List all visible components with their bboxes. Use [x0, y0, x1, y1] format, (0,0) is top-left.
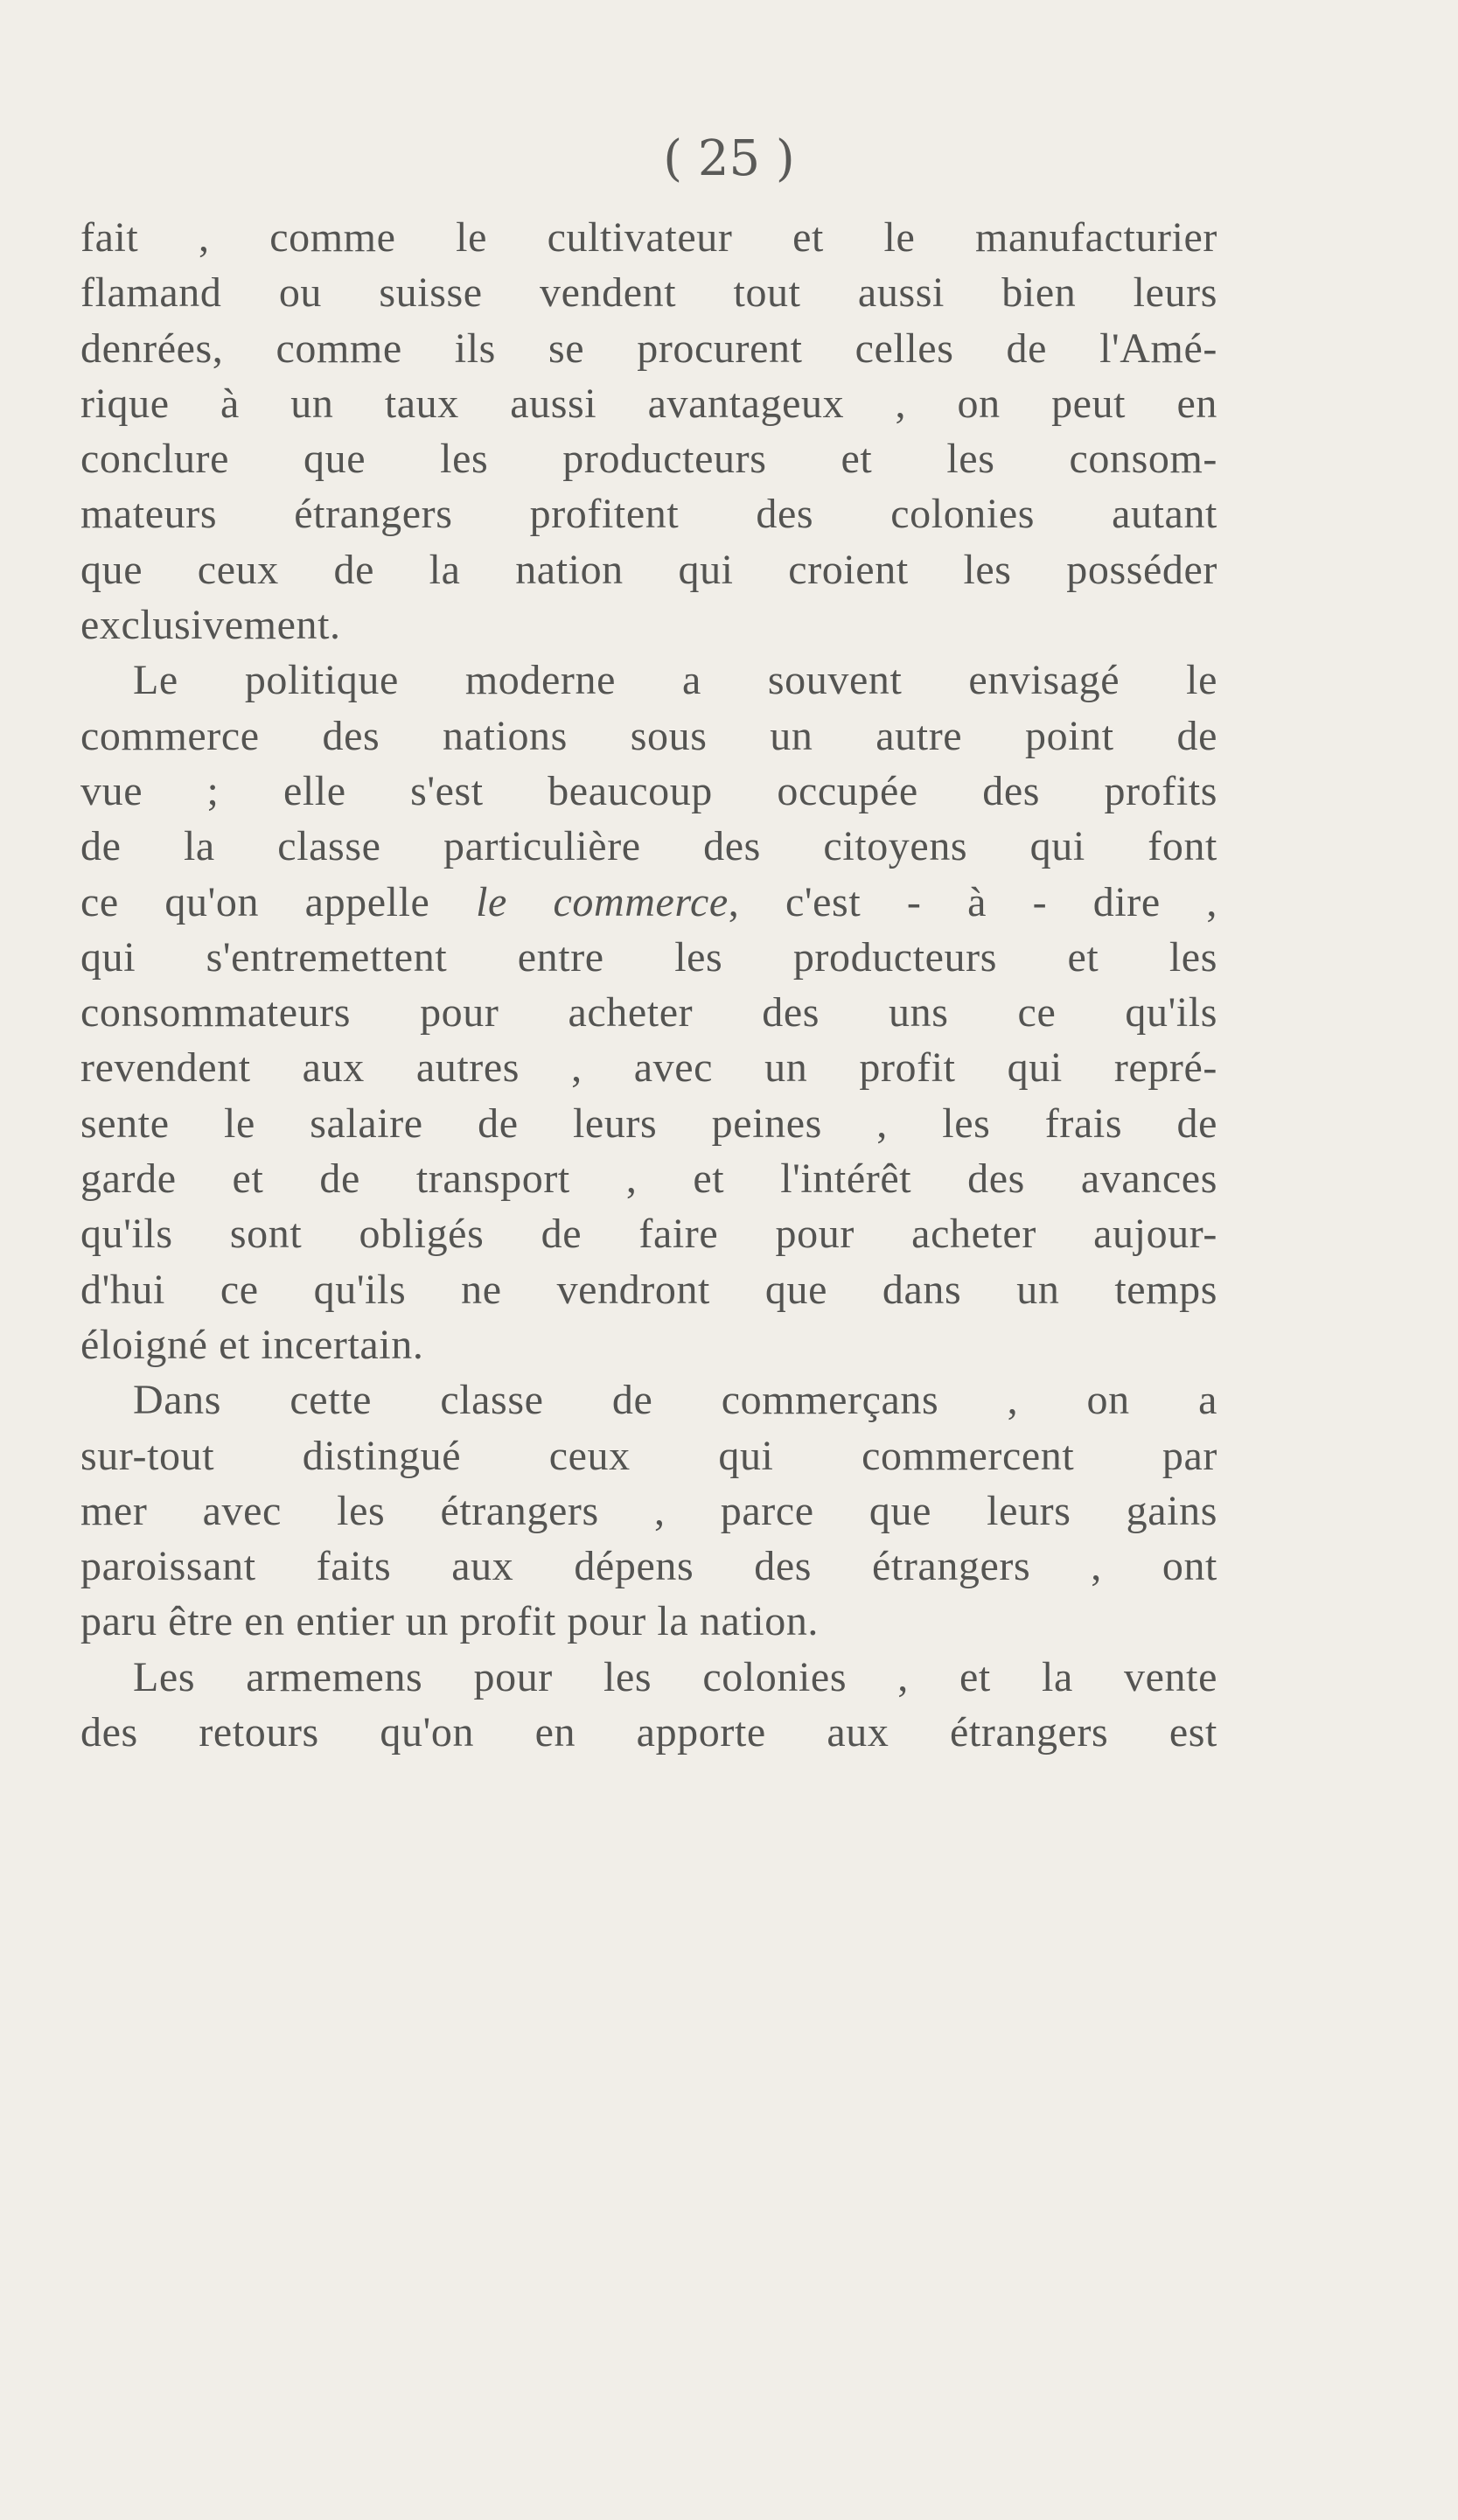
text-line: que ceux de la nation qui croient les posséder — [80, 546, 1217, 593]
paragraph-2 — [80, 653, 1217, 1372]
text-line: paru être en entier un profit pour la nation. — [80, 1598, 820, 1645]
text-line: de la classe particulière des citoyens qui font — [80, 823, 1217, 870]
page-number: ( 25 ) — [663, 130, 795, 187]
text-line: denrées, comme ils se procurent celles de l'Amé- — [80, 325, 1217, 372]
text-line: commerce des nations sous un autre point de — [80, 712, 1217, 759]
text-line: d'hui ce qu'ils ne vendront que dans un temps — [80, 1266, 1217, 1313]
text-line: mer avec les étrangers , parce que leurs gains — [80, 1487, 1217, 1534]
body-text — [80, 210, 1217, 1760]
text-run: , c'est - à - dire , — [728, 878, 1218, 925]
text-line: Le politique moderne a souvent envisagé le — [133, 657, 1217, 704]
text-line: des retours qu'on en apporte aux étrangers est — [80, 1709, 1217, 1756]
text-line: flamand ou suisse vendent tout aussi bien leurs — [80, 269, 1217, 317]
text-line: conclure que les producteurs et les consom- — [80, 436, 1217, 483]
text-line: revendent aux autres , avec un profit qui repré- — [80, 1044, 1217, 1092]
text-line: exclusivement. — [80, 602, 341, 649]
text-line-with-italic — [80, 875, 1217, 930]
text-line: paroissant faits aux dépens des étrangers , ont — [80, 1543, 1217, 1590]
text-line: rique à un taux aussi avantageux , on peut en — [80, 380, 1217, 427]
text-line: sente le salaire de leurs peines , les frais de — [80, 1099, 1217, 1147]
text-line: garde et de transport , et l'intérêt des avances — [80, 1155, 1217, 1203]
text-line: qui s'entremettent entre les producteurs et les — [80, 933, 1217, 981]
paragraph-3 — [80, 1372, 1217, 1649]
italic-term: le commerce — [476, 878, 729, 925]
text-run: ce qu'on appelle — [80, 878, 477, 925]
text-line: mateurs étrangers profitent des colonies autant — [80, 491, 1217, 538]
text-line: qu'ils sont obligés de faire pour acheter aujour- — [80, 1211, 1217, 1258]
paragraph-1 — [80, 210, 1217, 653]
text-line: consommateurs pour acheter des uns ce qu'ils — [80, 989, 1217, 1037]
text-line: Dans cette classe de commerçans , on a — [133, 1377, 1217, 1424]
text-line: sur-tout distingué ceux qui commercent par — [80, 1432, 1217, 1479]
text-line: fait , comme le cultivateur et le manufacturier — [80, 214, 1217, 261]
text-line: Les armemens pour les colonies , et la vente — [133, 1653, 1217, 1700]
text-line: vue ; elle s'est beaucoup occupée des profits — [80, 767, 1217, 814]
text-line: éloigné et incertain. — [80, 1321, 424, 1368]
paragraph-4 — [80, 1650, 1217, 1761]
